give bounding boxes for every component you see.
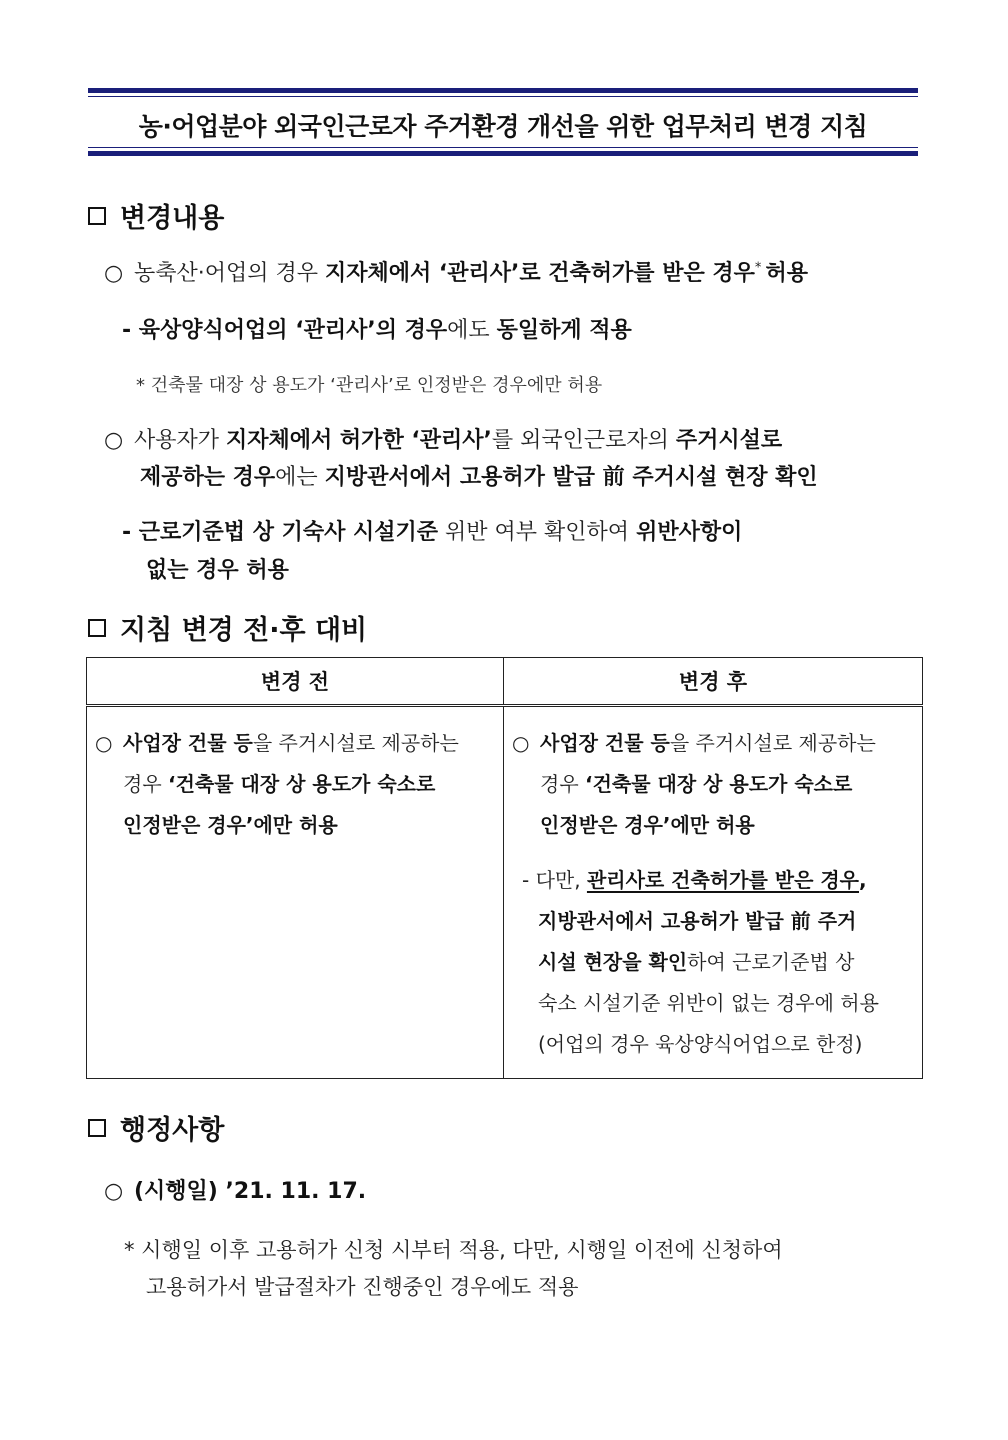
change-item-1-note: * 건축물 대장 상 용도가 ‘관리사’로 인정받은 경우에만 허용	[136, 375, 603, 396]
section-heading-changes: 변경내용	[88, 196, 224, 235]
comparison-table	[86, 657, 923, 1079]
square-bullet-icon	[88, 207, 106, 225]
admin-note-line1: * 시행일 이후 고용허가 신청 시부터 적용, 다만, 시행일 이전에 신청하여	[124, 1238, 783, 1262]
before-line2: 경우 ‘건축물 대장 상 용도가 숙소로	[123, 772, 436, 796]
column-header-after: 변경 후	[504, 658, 923, 706]
after-sub-line5: (어업의 경우 육상양식어업으로 한정)	[538, 1032, 863, 1056]
after-line2: 경우 ‘건축물 대장 상 용도가 숙소로	[540, 772, 853, 796]
section-heading-admin: 행정사항	[88, 1108, 224, 1147]
change-item-2-sub-line2: 없는 경우 허용	[146, 558, 289, 583]
square-bullet-icon	[88, 1119, 106, 1137]
change-item-1-sub: - 육상양식어업의 ‘관리사’의 경우에도 동일하게 적용	[122, 318, 632, 343]
after-sub-line1: - 다만, 관리사로 건축허가를 받은 경우,	[522, 868, 867, 892]
document-title: 농·어업분야 외국인근로자 주거환경 개선을 위한 업무처리 변경 지침	[138, 112, 868, 141]
after-sub-line4: 숙소 시설기준 위반이 없는 경우에 허용	[538, 991, 879, 1015]
after-sub-line3: 시설 현장을 확인하여 근로기준법 상	[538, 950, 855, 974]
change-item-2-line1: ○ 사용자가 지자체에서 허가한 ‘관리사’를 외국인근로자의 주거시설로	[104, 428, 783, 453]
section-heading-comparison: 지침 변경 전·후 대비	[88, 608, 367, 647]
cell-before	[87, 706, 504, 1079]
before-line3: 인정받은 경우’에만 허용	[123, 813, 338, 837]
document-title-box	[88, 88, 918, 156]
after-line3: 인정받은 경우’에만 허용	[540, 813, 755, 837]
change-item-2-line2: 제공하는 경우에는 지방관서에서 고용허가 발급 前 주거시설 현장 확인	[140, 465, 818, 490]
square-bullet-icon	[88, 619, 106, 637]
admin-item-1: ○ (시행일) ’21. 11. 17.	[104, 1179, 367, 1204]
after-sub-line2: 지방관서에서 고용허가 발급 前 주거	[538, 909, 857, 933]
change-item-1: ○ 농축산·어업의 경우 지자체에서 ‘관리사’로 건축허가를 받은 경우* 허용	[104, 260, 809, 286]
admin-note-line2: 고용허가서 발급절차가 진행중인 경우에도 적용	[146, 1275, 579, 1299]
after-line1: ○ 사업장 건물 등을 주거시설로 제공하는	[512, 731, 876, 755]
column-header-before: 변경 전	[87, 658, 504, 706]
cell-after	[504, 706, 923, 1079]
before-line1: ○ 사업장 건물 등을 주거시설로 제공하는	[95, 731, 459, 755]
change-item-2-sub-line1: - 근로기준법 상 기숙사 시설기준 위반 여부 확인하여 위반사항이	[122, 520, 743, 545]
